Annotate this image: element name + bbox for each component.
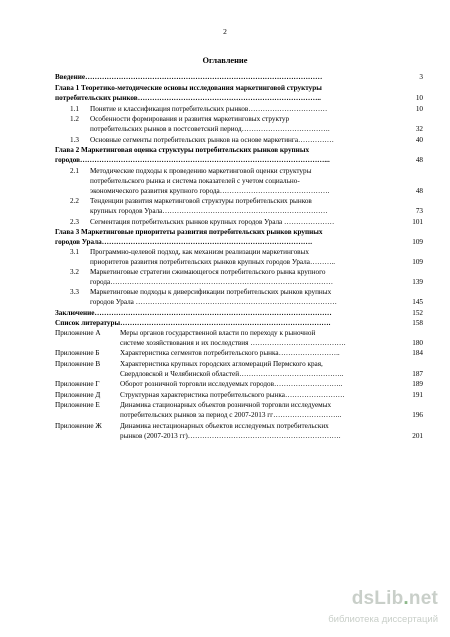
toc-entry-page: 184 (412, 349, 423, 357)
toc-entry-text: потребительских рынков в постсоветский период………………………………. (90, 125, 330, 133)
toc-entry-page: 158 (412, 319, 423, 327)
toc-entry-page: 196 (412, 411, 423, 419)
toc-entry-page: 180 (412, 339, 423, 347)
toc-entry-page: 10 (415, 94, 423, 102)
toc-entry-text: Введение……………………………………………………………………………………… (55, 73, 323, 81)
toc-entry-text: потребительских рынков за период с 2007-2013 гг……………………….. (120, 411, 342, 419)
toc-entry-text: городов Урала……………………………………………………………………………. (55, 238, 312, 246)
page-number: 2 (223, 27, 227, 36)
toc-entry-text: Особенности формирования и развития маркетинговых структур (90, 115, 290, 123)
toc-entry-text: Методические подходы к проведению маркетинговой оценки структуры (90, 167, 312, 175)
toc-entry-text: Динамика нестационарных объектов исследуемых потребительских (120, 422, 329, 430)
toc-entry-text: Глава 3 Маркетинговые приоритеты развития потребительских рынков крупных (55, 228, 323, 236)
toc-entry-page: 10 (415, 105, 423, 113)
toc-entry-number: Приложение А (55, 329, 101, 337)
toc-entry-text: Глава 1 Теоретико-методические основы исследования маркетинговой структуры (55, 84, 322, 92)
toc-entry-text: Характеристика крупных городских агломераций Пермского края, (120, 360, 323, 368)
toc-entry-number: Приложение Е (55, 401, 100, 409)
toc-entry-text: Сегментация потребительских рынков крупных городов Урала ………………… (90, 218, 335, 226)
toc-entry-text: городов Урала ………………………………………………………………………… (90, 298, 337, 306)
toc-entry-page: 109 (412, 238, 423, 246)
watermark-subtitle: библиотека диссертаций (328, 614, 438, 625)
toc-entry-text: Тенденции развития маркетинговой структуры потребительских рынков (90, 197, 312, 205)
toc-entry-page: 152 (412, 309, 423, 317)
toc-entry-page: 201 (412, 432, 423, 440)
toc-entry-text: Характеристика сегментов потребительского рынка…………………….. (120, 349, 340, 357)
toc-entry-text: приоритетов развития потребительских рынков крупных городов Урала……….. (90, 258, 336, 266)
toc-entry-number: 2.3 (70, 218, 79, 226)
toc-entry-text: потребительского рынка и система показателей с учетом социально- (90, 177, 300, 185)
toc-entry-text: городов…………………………………………………………………………………………... (55, 156, 330, 164)
toc-entry-number: 2.2 (70, 197, 79, 205)
toc-entry-page: 3 (419, 73, 423, 81)
toc-entry-text: Список литературы……………………………………………………………………………. (55, 319, 331, 327)
toc-entry-text: Оборот розничной торговли исследуемых городов……………………….. (120, 380, 343, 388)
toc-entry-text: Меры органов государственной власти по переходу к рыночной (120, 329, 316, 337)
toc-entry-number: 1.1 (70, 105, 79, 113)
toc-entry-page: 101 (412, 218, 423, 226)
toc-entry-text: Основные сегменты потребительских рынков на основе маркетинга…………… (90, 136, 334, 144)
toc-entry-page: 32 (415, 125, 423, 133)
toc-entry-text: экономического развития крупного города………………………………………. (90, 187, 330, 195)
toc-entry-text: Свердловской и Челябинской областей…………………………………….. (120, 370, 344, 378)
watermark-logo: dsLib.net (351, 588, 438, 609)
toc-entry-number: Приложение Б (55, 349, 100, 357)
toc-entry-page: 187 (412, 370, 423, 378)
toc-entry-number: Приложение Г (55, 380, 100, 388)
toc-entry-page: 109 (412, 258, 423, 266)
toc-entry-text: потребительских рынков………………………………………………………………….. (55, 94, 321, 102)
toc-entry-page: 139 (412, 278, 423, 286)
watermark (300, 588, 450, 633)
toc-entry-text: Понятие и классификация потребительских рынков…………………………… (90, 105, 328, 113)
toc-entry-number: 1.3 (70, 136, 79, 144)
toc-entry-text: Маркетинговые стратегии сжимающегося потребительского рынка крупного (90, 268, 326, 276)
toc-entry-number: Приложение Д (55, 391, 101, 399)
toc-entry-number: Приложение Ж (55, 422, 102, 430)
toc-entry-number: 3.1 (70, 248, 79, 256)
toc-entry-text: рынков (2007-2013 гг)………………………………………………………. (120, 432, 341, 440)
toc-entry-page: 145 (412, 298, 423, 306)
toc-entry-text: системе хозяйствования и их последствия …………………………………. (120, 339, 346, 347)
toc-entry-text: крупных городов Урала…………………………………………………………… (90, 207, 328, 215)
toc-entry-page: 40 (415, 136, 423, 144)
toc-title: Оглавление (202, 56, 248, 65)
toc-entry-number: Приложение В (55, 360, 101, 368)
toc-entry-number: 3.2 (70, 268, 79, 276)
toc-entry-page: 189 (412, 380, 423, 388)
toc-entry-text: Глава 2 Маркетинговая оценка структуры потребительских рынков крупных (55, 146, 310, 154)
toc-entry-page: 191 (412, 391, 423, 399)
toc-entry-text: Маркетинговые подходы к диверсификации потребительских рынков крупных (90, 288, 332, 296)
toc-entry-text: города………………………………………………………………………………… (90, 278, 334, 286)
toc-entry-page: 48 (415, 156, 423, 164)
toc-entry-page: 48 (415, 187, 423, 195)
toc-entry-text: Заключение……………………………………………………………………………………… (55, 309, 332, 317)
toc-entry-number: 1.2 (70, 115, 79, 123)
toc-entry-text: Структурная характеристика потребительского рынка……………………. (120, 391, 345, 399)
toc-entry-text: Динамика стационарных объектов розничной торговли исследуемых (120, 401, 332, 409)
toc-entry-page: 73 (415, 207, 423, 215)
toc-entry-number: 2.1 (70, 167, 79, 175)
toc-entry-number: 3.3 (70, 288, 79, 296)
toc-entry-text: Программно-целевой подход, как механизм реализации маркетинговых (90, 248, 309, 256)
